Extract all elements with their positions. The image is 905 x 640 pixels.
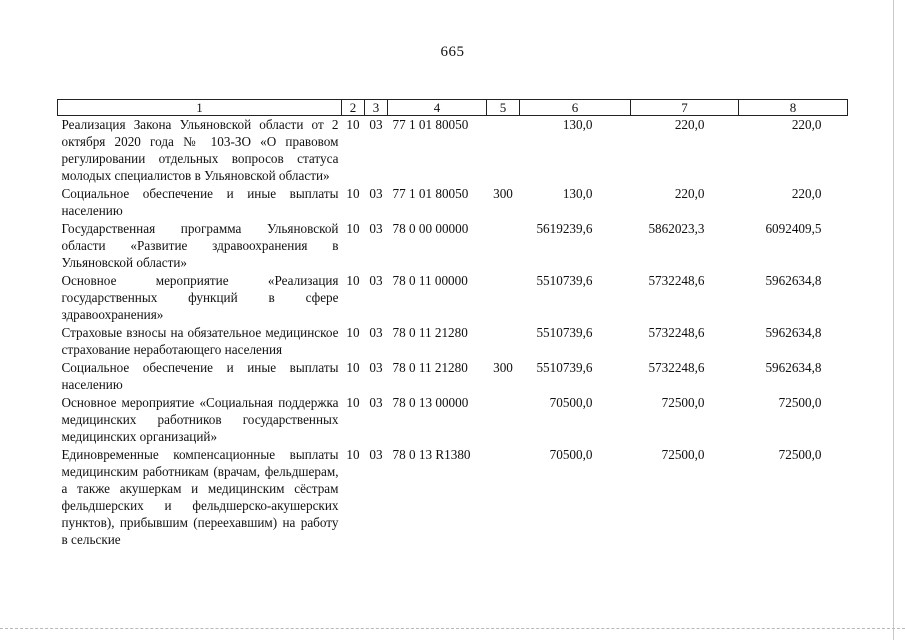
target-article-code: 78 0 00 00000	[392, 221, 469, 236]
table-row	[58, 446, 848, 549]
column-header: 5	[487, 100, 520, 116]
amount-year-3: 5962634,8	[765, 325, 822, 340]
subsection-code: 03	[369, 186, 383, 201]
column-header: 6	[520, 100, 631, 116]
table-row	[58, 324, 848, 359]
amount-year-3: 6092409,5	[765, 221, 822, 236]
section-code: 10	[346, 273, 360, 288]
target-article-code: 77 1 01 80050	[392, 117, 469, 132]
amount-year-1: 130,0	[562, 117, 593, 132]
table-row	[58, 116, 848, 186]
section-code: 10	[346, 360, 360, 375]
table-row	[58, 220, 848, 272]
amount-year-3: 72500,0	[778, 395, 822, 410]
subsection-code: 03	[369, 273, 383, 288]
amount-year-2: 5732248,6	[648, 325, 705, 340]
column-header: 8	[739, 100, 848, 116]
column-header: 4	[388, 100, 487, 116]
target-article-code: 78 0 11 00000	[392, 273, 468, 288]
row-name: Социальное обеспечение и иные выплаты населению	[61, 360, 339, 392]
expense-type-code	[487, 394, 520, 446]
expense-type-code	[487, 272, 520, 324]
amount-year-1: 5510739,6	[536, 325, 593, 340]
target-article-code: 78 0 11 21280	[392, 360, 468, 375]
column-header: 7	[631, 100, 739, 116]
amount-year-3: 220,0	[791, 117, 822, 132]
subsection-code: 03	[369, 221, 383, 236]
subsection-code: 03	[369, 325, 383, 340]
amount-year-2: 72500,0	[661, 447, 705, 462]
amount-year-1: 70500,0	[549, 395, 593, 410]
subsection-code: 03	[369, 117, 383, 132]
section-code: 10	[346, 395, 360, 410]
amount-year-2: 220,0	[674, 117, 705, 132]
section-code: 10	[346, 325, 360, 340]
subsection-code: 03	[369, 360, 383, 375]
expense-type-code: 300	[493, 186, 513, 201]
target-article-code: 78 0 13 R1380	[392, 447, 471, 462]
page-edge	[893, 0, 894, 640]
expense-type-code	[487, 220, 520, 272]
row-name: Основное мероприятие «Социальная поддержка медицинских работников государственных медицинских организаций»	[61, 395, 339, 444]
amount-year-2: 5862023,3	[648, 221, 705, 236]
section-code: 10	[346, 447, 360, 462]
section-code: 10	[346, 221, 360, 236]
table-row	[58, 394, 848, 446]
page-number: 665	[440, 44, 465, 60]
expense-type-code	[487, 116, 520, 186]
amount-year-1: 130,0	[562, 186, 593, 201]
row-name: Социальное обеспечение и иные выплаты населению	[61, 186, 339, 218]
amount-year-2: 72500,0	[661, 395, 705, 410]
amount-year-3: 72500,0	[778, 447, 822, 462]
subsection-code: 03	[369, 447, 383, 462]
row-name: Основное мероприятие «Реализация государственных функций в сфере здравоохранения»	[61, 273, 339, 322]
target-article-code: 77 1 01 80050	[392, 186, 469, 201]
row-name: Единовременные компенсационные выплаты медицинским работникам (врачам, фельдшерам, а также акушеркам и медицинским сёстрам фельдшерских и фельдшерско-акушерских пунктов), прибывшим (переехавшим) на работу в сельские	[61, 447, 339, 547]
table-header-row	[58, 100, 848, 116]
row-name: Реализация Закона Ульяновской области от 2 октября 2020 года № 103-ЗО «О правовом регулировании отдельных вопросов статуса молодых специалистов в Ульяновской области»	[61, 117, 339, 183]
section-code: 10	[346, 186, 360, 201]
amount-year-2: 220,0	[674, 186, 705, 201]
page-bottom-edge	[0, 628, 905, 629]
amount-year-1: 5510739,6	[536, 273, 593, 288]
column-header: 2	[342, 100, 365, 116]
amount-year-1: 5510739,6	[536, 360, 593, 375]
amount-year-3: 220,0	[791, 186, 822, 201]
section-code: 10	[346, 117, 360, 132]
row-name: Страховые взносы на обязательное медицинское страхование неработающего населения	[61, 325, 339, 357]
expense-type-code	[487, 446, 520, 549]
column-header: 1	[58, 100, 342, 116]
budget-table	[57, 99, 848, 549]
target-article-code: 78 0 13 00000	[392, 395, 469, 410]
amount-year-3: 5962634,8	[765, 273, 822, 288]
column-header: 3	[365, 100, 388, 116]
row-name: Государственная программа Ульяновской области «Развитие здравоохранения в Ульяновской области»	[61, 221, 339, 270]
amount-year-2: 5732248,6	[648, 273, 705, 288]
amount-year-1: 5619239,6	[536, 221, 593, 236]
table-row	[58, 185, 848, 220]
expense-type-code: 300	[493, 360, 513, 375]
amount-year-1: 70500,0	[549, 447, 593, 462]
table-row	[58, 359, 848, 394]
expense-type-code	[487, 324, 520, 359]
amount-year-2: 5732248,6	[648, 360, 705, 375]
table-row	[58, 272, 848, 324]
subsection-code: 03	[369, 395, 383, 410]
amount-year-3: 5962634,8	[765, 360, 822, 375]
target-article-code: 78 0 11 21280	[392, 325, 468, 340]
